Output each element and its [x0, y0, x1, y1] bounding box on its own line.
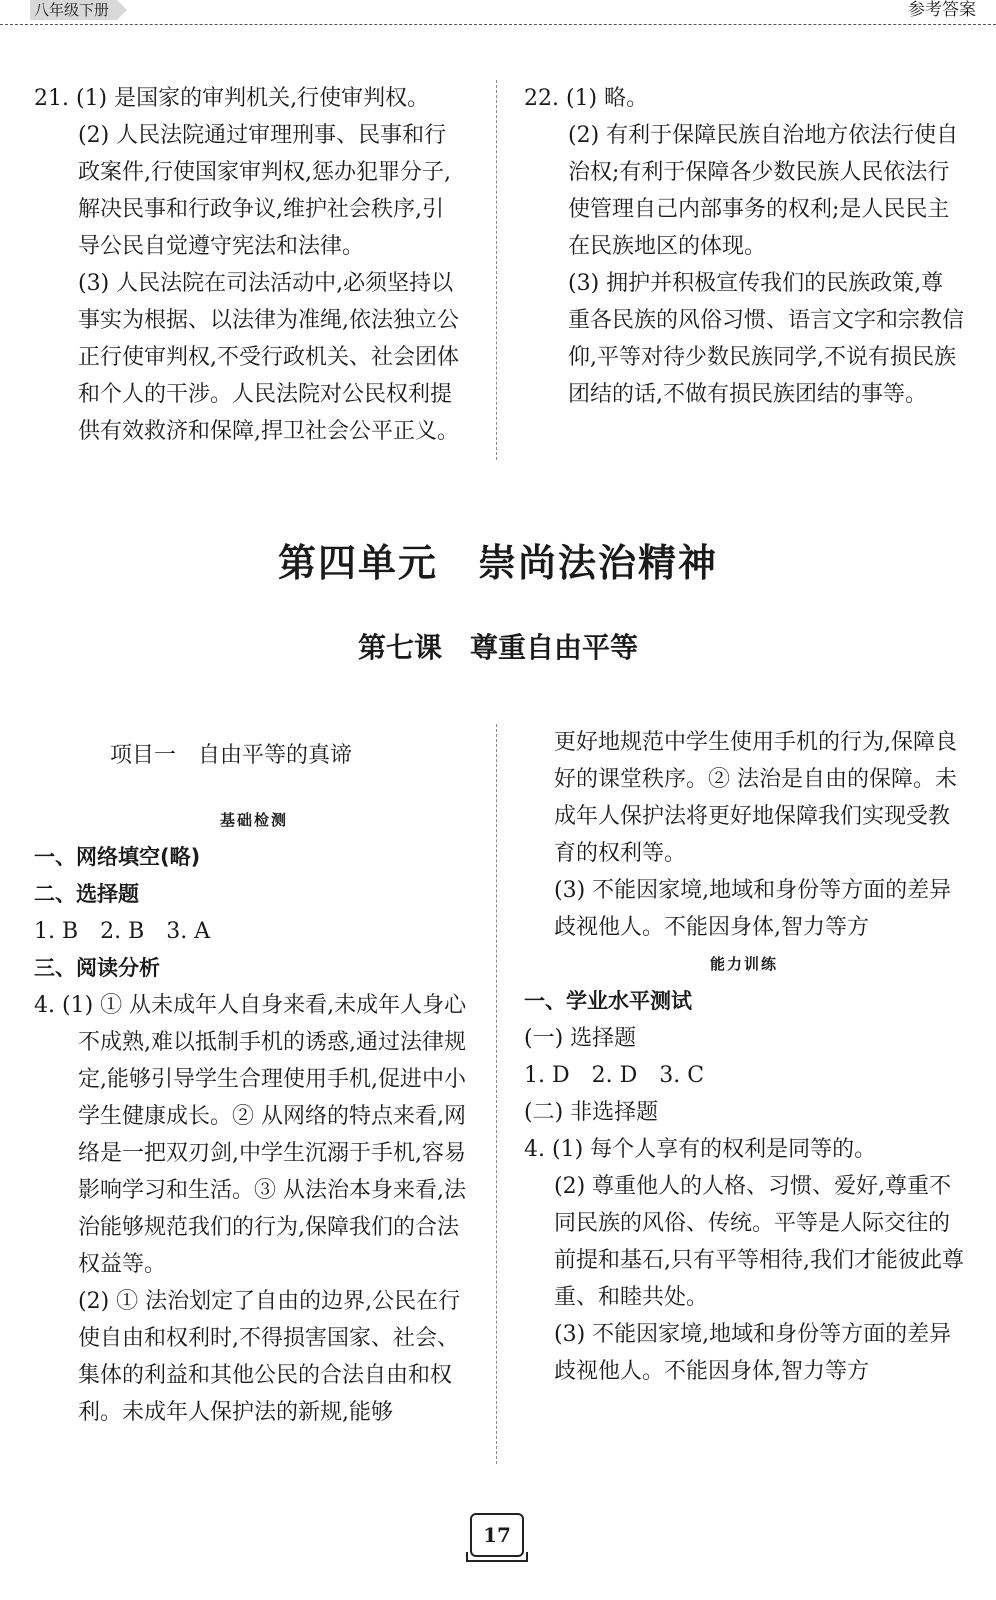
section-3: 三、阅读分析 [34, 956, 160, 980]
answer-4-2: (2) ① 法治划定了自由的边界,公民在行使自由和权利时,不得损害国家、社会、集体的利益和其他公民的合法自由和权利。未成年人保护法的新规,能够 [78, 1289, 461, 1425]
answer-22-1: 22. (1) 略。 [524, 86, 649, 111]
ability-answer-4-1: 4. (1) 每个人享有的权利是同等的。 [524, 1137, 877, 1162]
unit-title: 第四单元 崇尚法治精神 [277, 541, 718, 585]
section-1: 一、网络填空(略) [34, 845, 201, 869]
ability-subsection-1: (一) 选择题 [524, 1026, 637, 1051]
answer-4-2-cont: 更好地规范中学生使用手机的行为,保障良好的课堂秩序。② 法治是自由的保障。未成年人保护法将更好地保障我们实现受教育的权利等。 [554, 730, 957, 866]
column-divider-bottom [496, 724, 497, 1464]
ability-answer-4-3: (3) 不能因家境,地域和身份等方面的差异歧视他人。不能因身体,智力等方 [554, 1322, 952, 1384]
basic-test-label: 基础检测 [219, 811, 288, 829]
section-2: 二、选择题 [34, 882, 139, 906]
page-header [0, 0, 996, 25]
answer-21-3: (3) 人民法院在司法活动中,必须坚持以事实为根据、以法律为准绳,依法独立公正行使审判权,不受行政机关、社会团体和个人的干涉。人民法院对公民权利提供有效救济和保障,捍卫社会公平正义。 [78, 271, 459, 444]
answer-22-block [524, 80, 964, 413]
ability-subsection-2: (二) 非选择题 [524, 1100, 659, 1125]
answer-22-3: (3) 拥护并积极宣传我们的民族政策,尊重各民族的风俗习惯、语言文字和宗教信仰,平等对待少数民族同学,不说有损民族团结的话,不做有损民族团结的事等。 [568, 271, 965, 407]
ability-section-1: 一、学业水平测试 [524, 989, 692, 1013]
answer-21-1: 21. (1) 是国家的审判机关,行使审判权。 [34, 86, 430, 111]
header-title: 参考答案 [908, 0, 976, 20]
basic-test-block [34, 802, 474, 1431]
page-number: 17 [470, 1513, 524, 1557]
answer-4-1: 4. (1) ① 从未成年人自身来看,未成年人身心不成熟,难以抵制手机的诱惑,通过法律规定,能够引导学生合理使用手机,促进中小学生健康成长。② 从网络的特点来看,网络是一把双刃剑,中学生沉溺于手机,容易影响学习和生活。③ 从法治本身来看,法治能够规范我们的行为,保障我们的合法权益等。 [34, 993, 467, 1277]
choice-answers: 1. B 2. B 3. A [34, 919, 211, 944]
ability-answer-4-2: (2) 尊重他人的人格、习惯、爱好,尊重不同民族的风俗、传统。平等是人际交往的前提和基石,只有平等相待,我们才能彼此尊重、和睦共处。 [554, 1174, 964, 1310]
answer-22-2: (2) 有利于保障民族自治地方依法行使自治权;有利于保障各少数民族人民依法行使管理自己内部事务的权利;是人民民主在民族地区的体现。 [568, 123, 959, 259]
lesson-title: 第七课 尊重自由平等 [357, 631, 638, 664]
answer-21-2: (2) 人民法院通过审理刑事、民事和行政案件,行使国家审判权,惩办犯罪分子,解决民事和行政争议,维护社会秩序,引导公民自觉遵守宪法和法律。 [78, 123, 451, 259]
ability-block [524, 724, 964, 1390]
answer-4-3: (3) 不能因家境,地域和身份等方面的差异歧视他人。不能因身体,智力等方 [554, 878, 952, 940]
ability-choice-answers: 1. D 2. D 3. C [524, 1063, 705, 1088]
grade-tab: 八年级下册 [30, 0, 117, 20]
ability-label: 能力训练 [709, 955, 778, 973]
answer-21-block [34, 80, 464, 450]
project-title: 项目一 自由平等的真谛 [110, 743, 353, 768]
page-number-decoration [466, 1552, 528, 1562]
column-divider-top [496, 80, 497, 460]
